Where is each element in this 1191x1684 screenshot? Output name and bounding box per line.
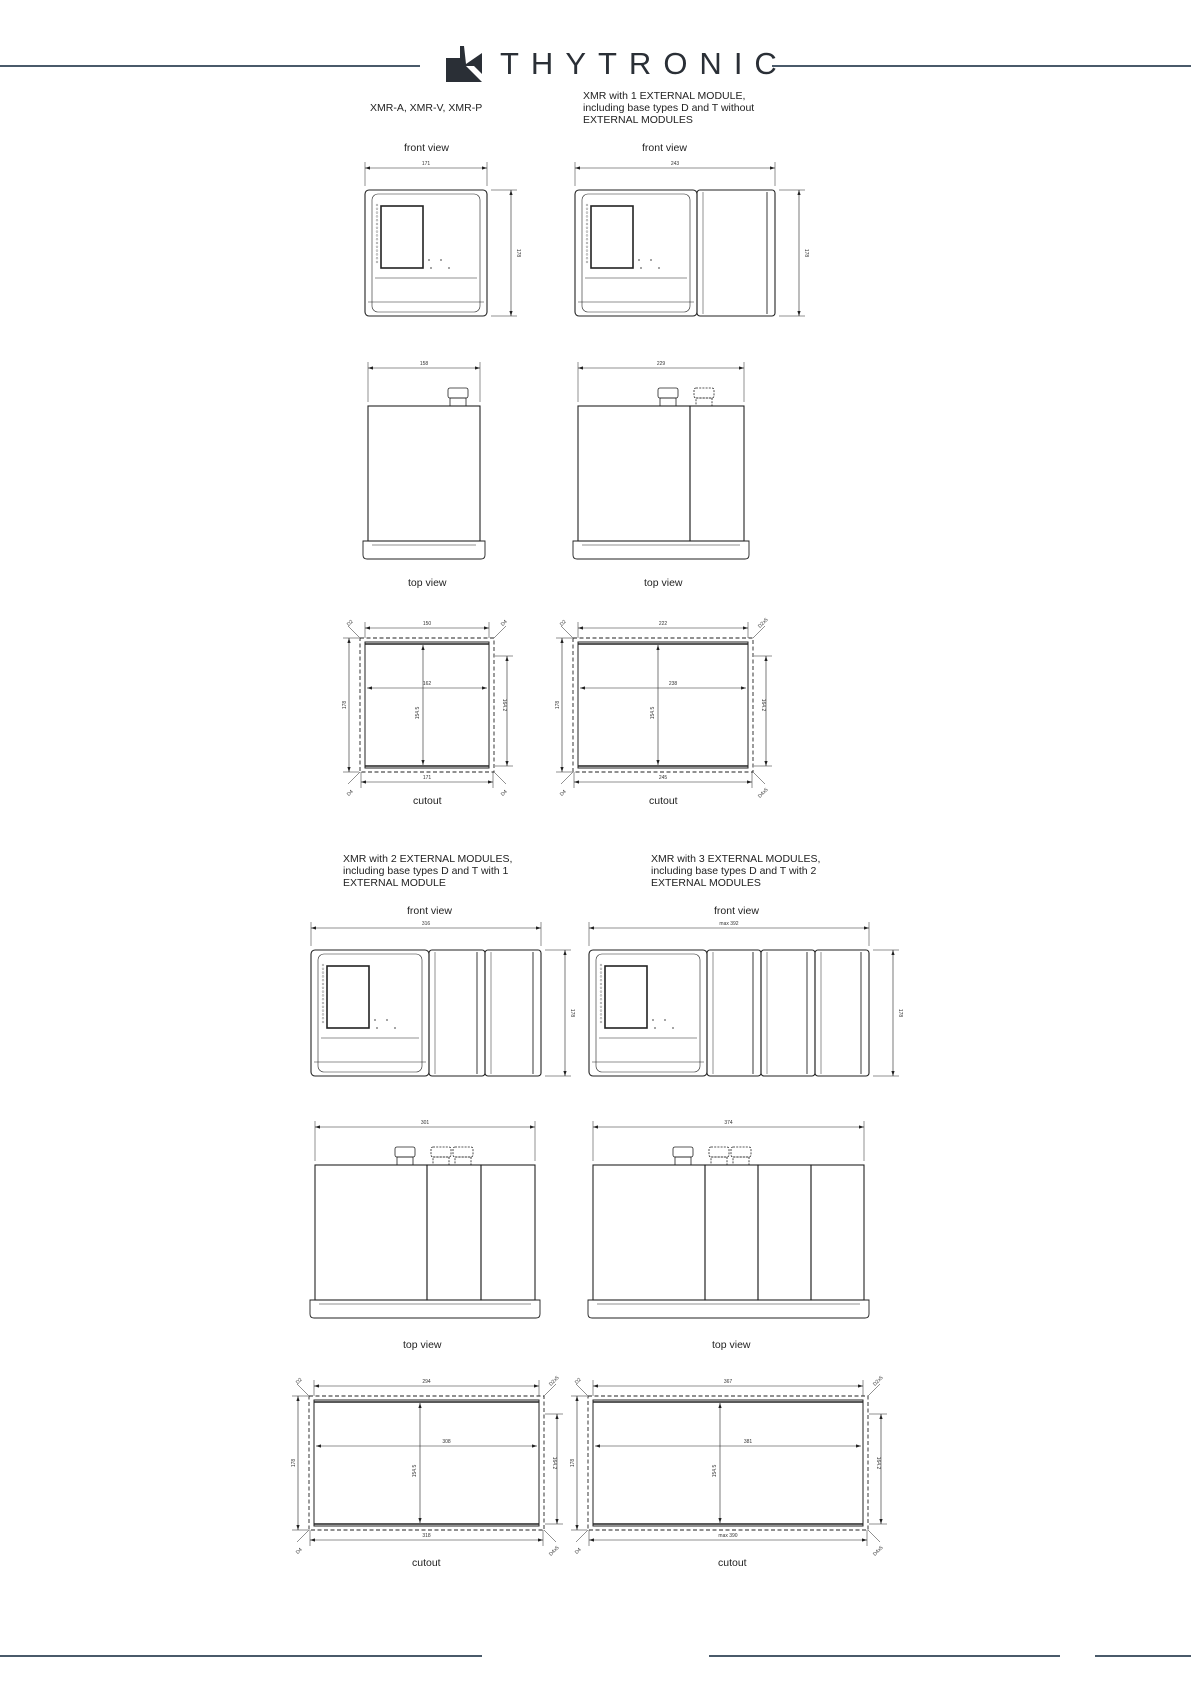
cutout-label-3: cutout xyxy=(718,1557,747,1569)
cutout-top-value-3: 367 xyxy=(723,1379,733,1385)
group-title-0: XMR-A, XMR-V, XMR-P xyxy=(370,102,483,114)
cutout-corner-bl-0: D4 xyxy=(345,788,355,798)
footer-rule-mid xyxy=(709,1655,1060,1657)
top-view-label-0: top view xyxy=(408,577,447,589)
front-width-value-2: 316 xyxy=(421,921,431,927)
group-title-1: XMR with 1 EXTERNAL MODULE, including base types D and T without EXTERNAL MODULES xyxy=(583,90,755,126)
cutout-corner-bl-2: D4 xyxy=(294,1546,304,1556)
cutout-corner-br-2: D4x5 xyxy=(548,1545,561,1558)
front-view-label-0: front view xyxy=(404,142,449,154)
cutout-corner-br-3: D4x5 xyxy=(872,1545,885,1558)
cutout-height-value-2: 154.5 xyxy=(412,1464,418,1478)
footer-rule-right xyxy=(1095,1655,1191,1657)
front-width-value-0: 171 xyxy=(421,161,431,167)
front-height-value-0: 178 xyxy=(515,248,521,258)
cutout-inner-value-1: 238 xyxy=(668,681,678,687)
top-view-label-1: top view xyxy=(644,577,683,589)
cutout-left-value-3: 178 xyxy=(570,1458,576,1468)
cutout-corner-bl-1: D4 xyxy=(558,788,568,798)
cutout-left-value-1: 178 xyxy=(555,700,561,710)
front-width-value-3: max 392 xyxy=(719,921,739,927)
cutout-panel-3 xyxy=(593,1400,863,1526)
cutout-inner-value-3: 381 xyxy=(743,1439,753,1445)
cutout-corner-tl-1: D2 xyxy=(558,618,568,628)
front-height-value-3: 178 xyxy=(897,1008,903,1018)
cutout-bottom-value-1: 245 xyxy=(658,775,668,781)
cutout-corner-br-1: D4x5 xyxy=(757,787,770,800)
cutout-label-2: cutout xyxy=(412,1557,441,1569)
top-width-value-0: 158 xyxy=(419,361,429,367)
group-title-2: XMR with 2 EXTERNAL MODULES, including base types D and T with 1 EXTERNAL MODULE xyxy=(343,853,513,889)
cutout-left-value-2: 178 xyxy=(291,1458,297,1468)
top-view-label-3: top view xyxy=(712,1339,751,1351)
front-width-value-1: 243 xyxy=(670,161,680,167)
cutout-top-value-1: 222 xyxy=(658,621,668,627)
top-width-value-2: 301 xyxy=(420,1120,430,1126)
cutout-inner-value-2: 308 xyxy=(442,1439,451,1445)
front-view-label-1: front view xyxy=(642,142,687,154)
cutout-corner-tr-2: D2x5 xyxy=(548,1375,561,1388)
cutout-left-value-0: 178 xyxy=(342,700,348,710)
cutout-label-0: cutout xyxy=(413,795,442,807)
front-height-value-2: 178 xyxy=(569,1008,575,1018)
cutout-bottom-value-0: 171 xyxy=(422,775,432,781)
brand-name: THYTRONIC xyxy=(500,46,789,81)
cutout-corner-tl-0: D2 xyxy=(345,618,355,628)
cutout-corner-tl-3: D2 xyxy=(573,1376,583,1386)
footer-rule-left xyxy=(0,1655,482,1657)
cutout-right-value-3: 164.2 xyxy=(875,1456,881,1470)
top-width-value-1: 229 xyxy=(656,361,666,367)
front-height-value-1: 178 xyxy=(803,248,809,258)
cutout-corner-tr-1: D2x5 xyxy=(757,617,770,630)
cutout-corner-tr-3: D2x5 xyxy=(872,1375,885,1388)
cutout-corner-tl-2: D2 xyxy=(294,1376,304,1386)
top-width-value-3: 374 xyxy=(724,1120,733,1126)
cutout-bottom-value-2: 318 xyxy=(422,1533,431,1539)
cutout-height-value-3: 154.5 xyxy=(712,1464,718,1478)
top-view-label-2: top view xyxy=(403,1339,442,1351)
cutout-right-value-2: 164.2 xyxy=(551,1456,557,1470)
group-title-3: XMR with 3 EXTERNAL MODULES, including base types D and T with 2 EXTERNAL MODULES xyxy=(651,853,821,889)
cutout-height-value-0: 154.5 xyxy=(415,706,421,720)
cutout-label-1: cutout xyxy=(649,795,678,807)
cutout-corner-bl-3: D4 xyxy=(573,1546,583,1556)
front-view-label-2: front view xyxy=(407,905,452,917)
cutout-inner-value-0: 162 xyxy=(422,681,432,687)
cutout-height-value-1: 154.5 xyxy=(650,706,656,720)
cutout-bottom-value-3: max 390 xyxy=(718,1533,738,1539)
cutout-corner-tr-0: D4 xyxy=(499,618,509,628)
cutout-right-value-1: 164.2 xyxy=(760,698,766,712)
cutout-corner-br-0: D4 xyxy=(499,788,509,798)
cutout-right-value-0: 164.2 xyxy=(501,698,507,712)
cutout-outline-3 xyxy=(588,1396,868,1530)
front-view-label-3: front view xyxy=(714,905,759,917)
cutout-top-value-0: 150 xyxy=(422,621,432,627)
cutout-top-value-2: 294 xyxy=(422,1379,431,1385)
